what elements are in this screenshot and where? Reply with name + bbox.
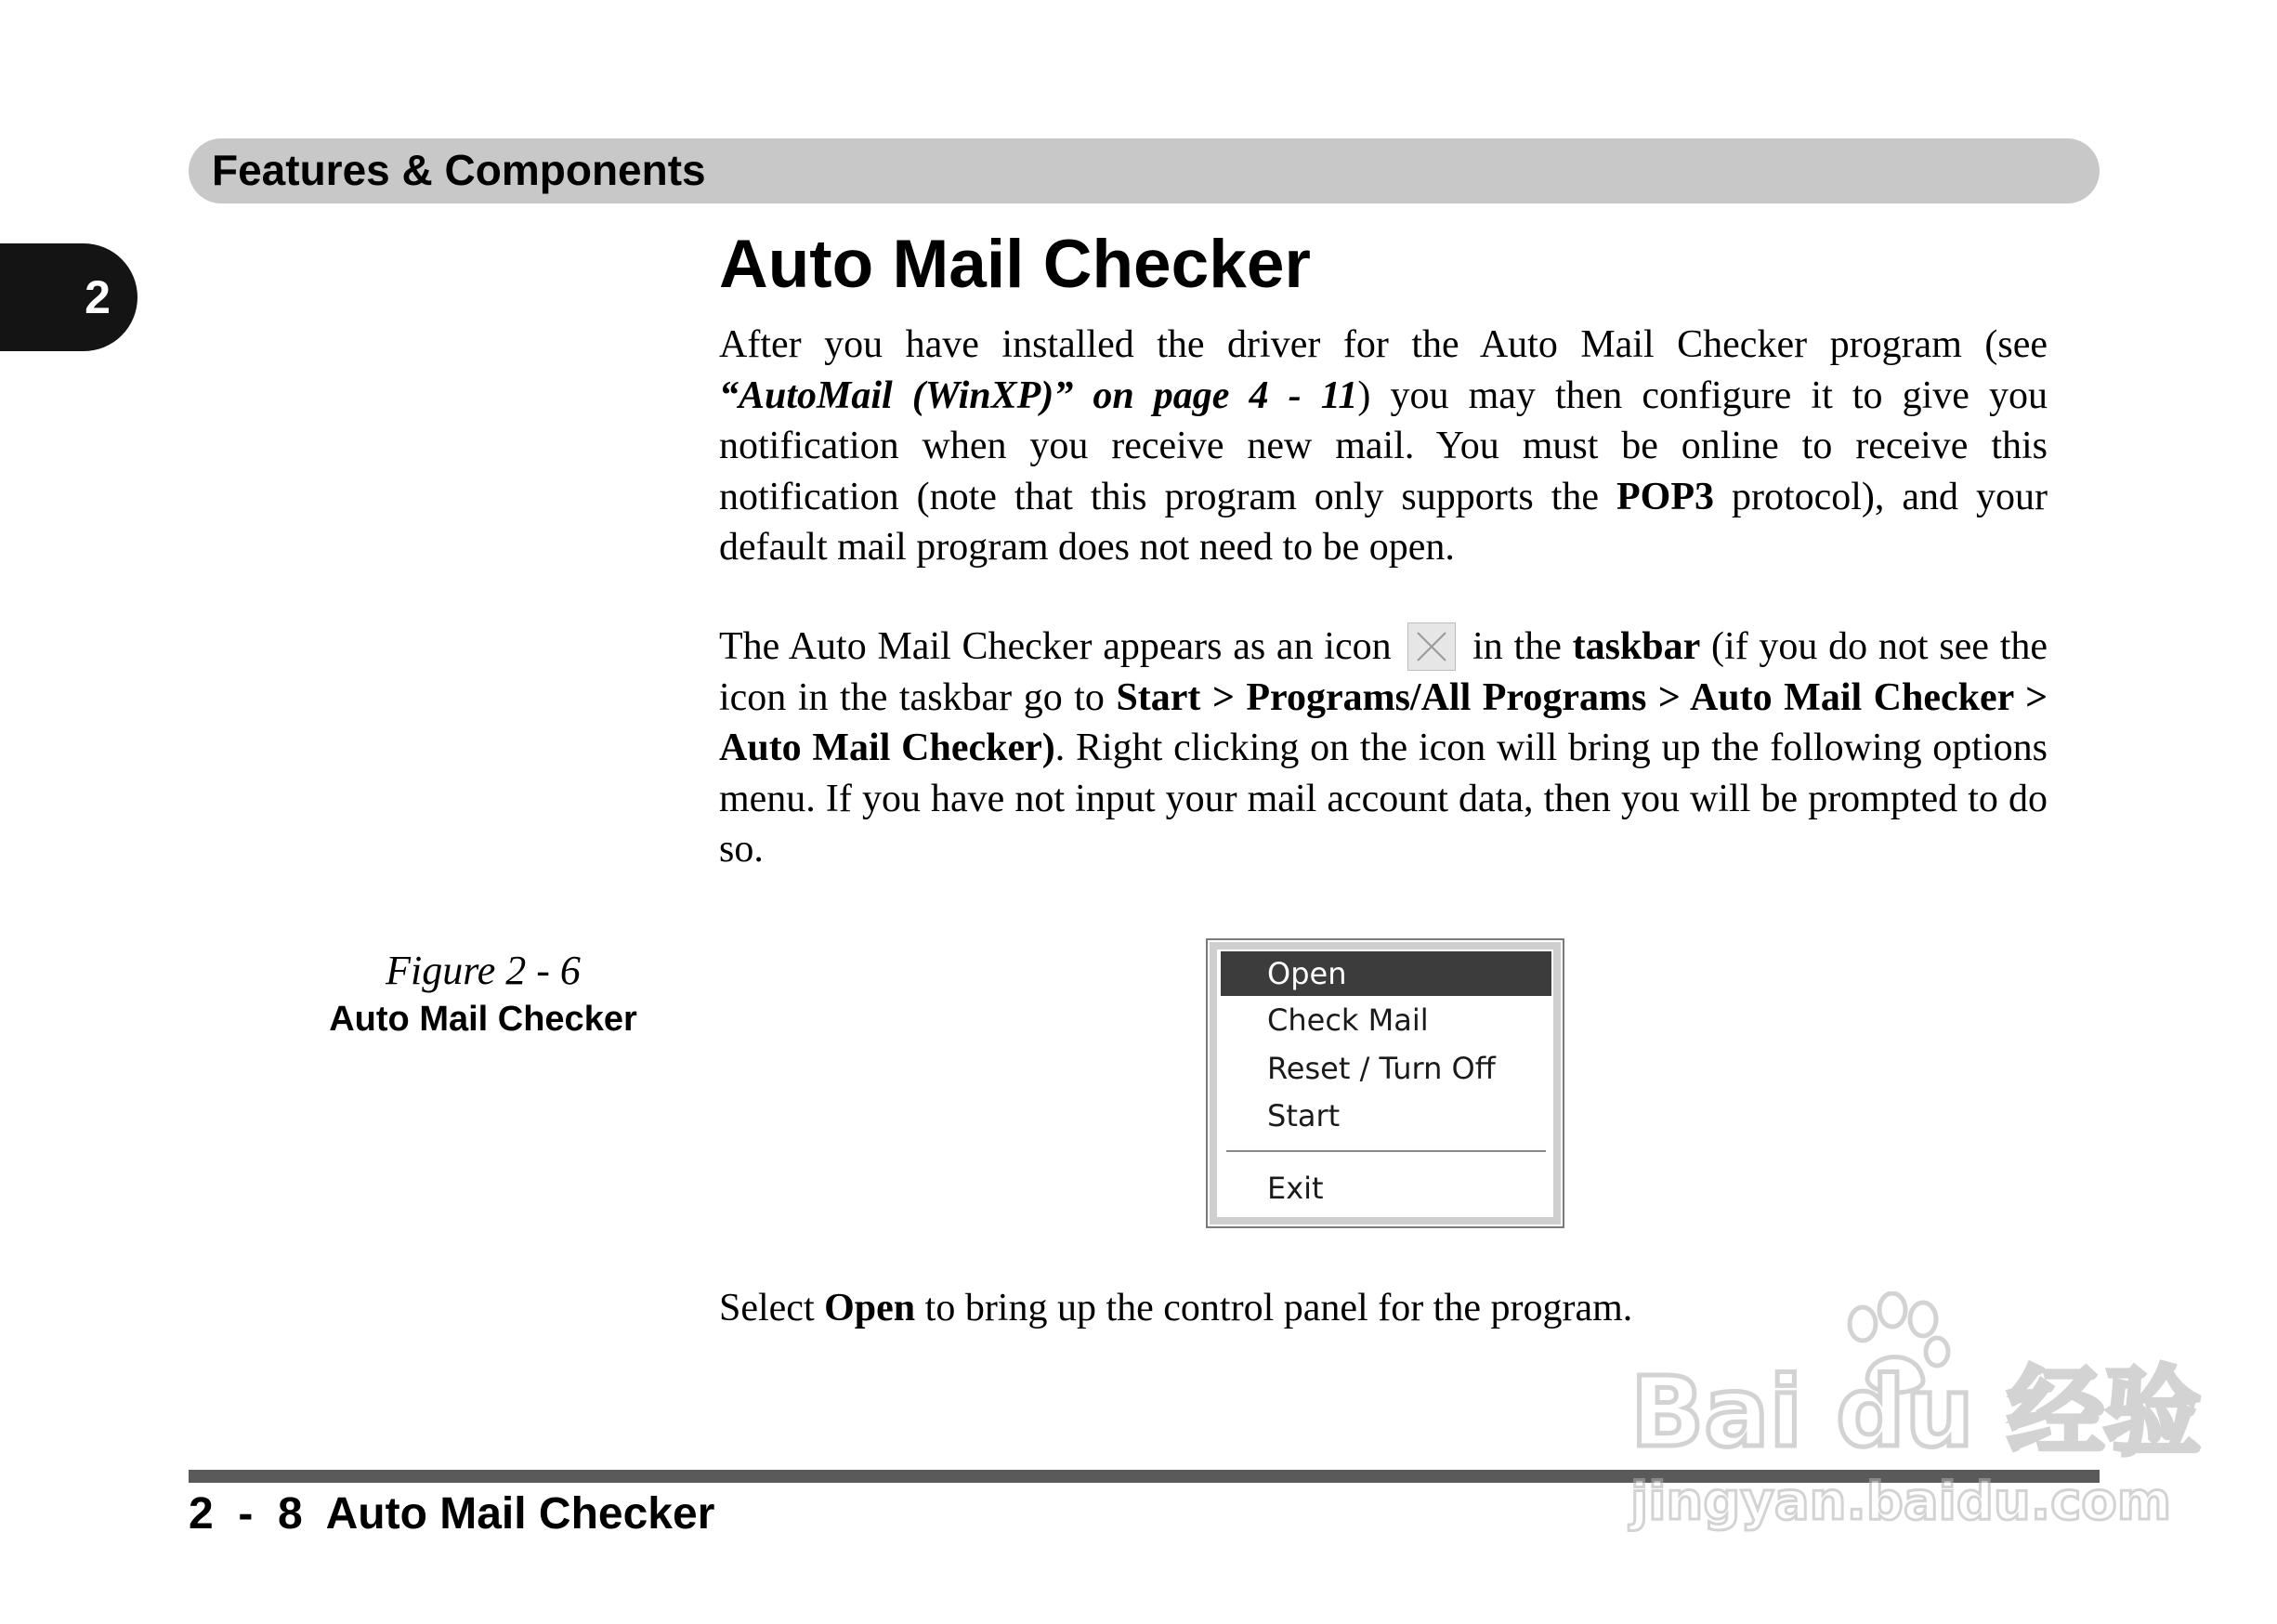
figure-caption: Auto Mail Checker [329,1000,637,1039]
baidu-watermark [1621,1291,2201,1561]
menu-separator [1226,1150,1546,1154]
watermark-main-text: Bai du 经验 [1630,1356,2201,1469]
select-text-2: to bring up the control panel for the program. [915,1287,1633,1329]
taskbar-text-3: (if you do not see the icon in the taskbar go to [719,625,2048,719]
cross-reference-link[interactable]: “AutoMail (WinXP)” on page 4 - 11 [719,373,1358,417]
intro-text-3: protocol), and your default mail program does not need to be open. [719,475,2048,569]
menu-item-start[interactable]: Start [1267,1098,1341,1133]
taskbar-paragraph [719,622,2048,875]
page-footer: 2 - 8 Auto Mail Checker [189,1489,715,1539]
open-term: Open [824,1287,916,1329]
chapter-number: 2 [85,271,111,323]
menu-item-check-mail[interactable]: Check Mail [1267,1002,1429,1038]
options-context-menu [1206,938,1564,1228]
pop3-term: POP3 [1616,475,1714,518]
menu-item-open[interactable]: Open [1221,951,1551,996]
taskbar-term: taskbar [1572,625,1701,668]
menu-path: Start > Programs/All Programs > Auto Mail Checker > Auto Mail Checker) [719,675,2048,769]
taskbar-text-1: The Auto Mail Checker appears as an icon [719,625,1392,668]
mail-checker-taskbar-icon [1407,622,1456,671]
section-header-title: Features & Components [212,146,706,194]
intro-paragraph [719,320,2048,573]
figure-number: Figure 2 - 6 [386,948,581,993]
intro-text-2: ) you may then configure it to give you notification when you receive new mail. You must be online to receive this notification (note that this program only supports the [719,373,2048,518]
page-title: Auto Mail Checker [719,227,1311,302]
watermark-url-text: jingyan.baidu.com [1630,1472,2172,1532]
select-text-1: Select [719,1287,825,1329]
taskbar-text-2: in the [1472,625,1573,668]
menu-item-exit[interactable]: Exit [1267,1171,1324,1206]
taskbar-text-4: . Right clicking on the icon will bring up the following options menu. If you have not input your mail account data, then you will be prompted to do so. [719,727,2048,871]
menu-item-reset-turn-off[interactable]: Reset / Turn Off [1267,1051,1496,1086]
intro-text-1: After you have installed the driver for the Auto Mail Checker program (see [719,323,2048,366]
